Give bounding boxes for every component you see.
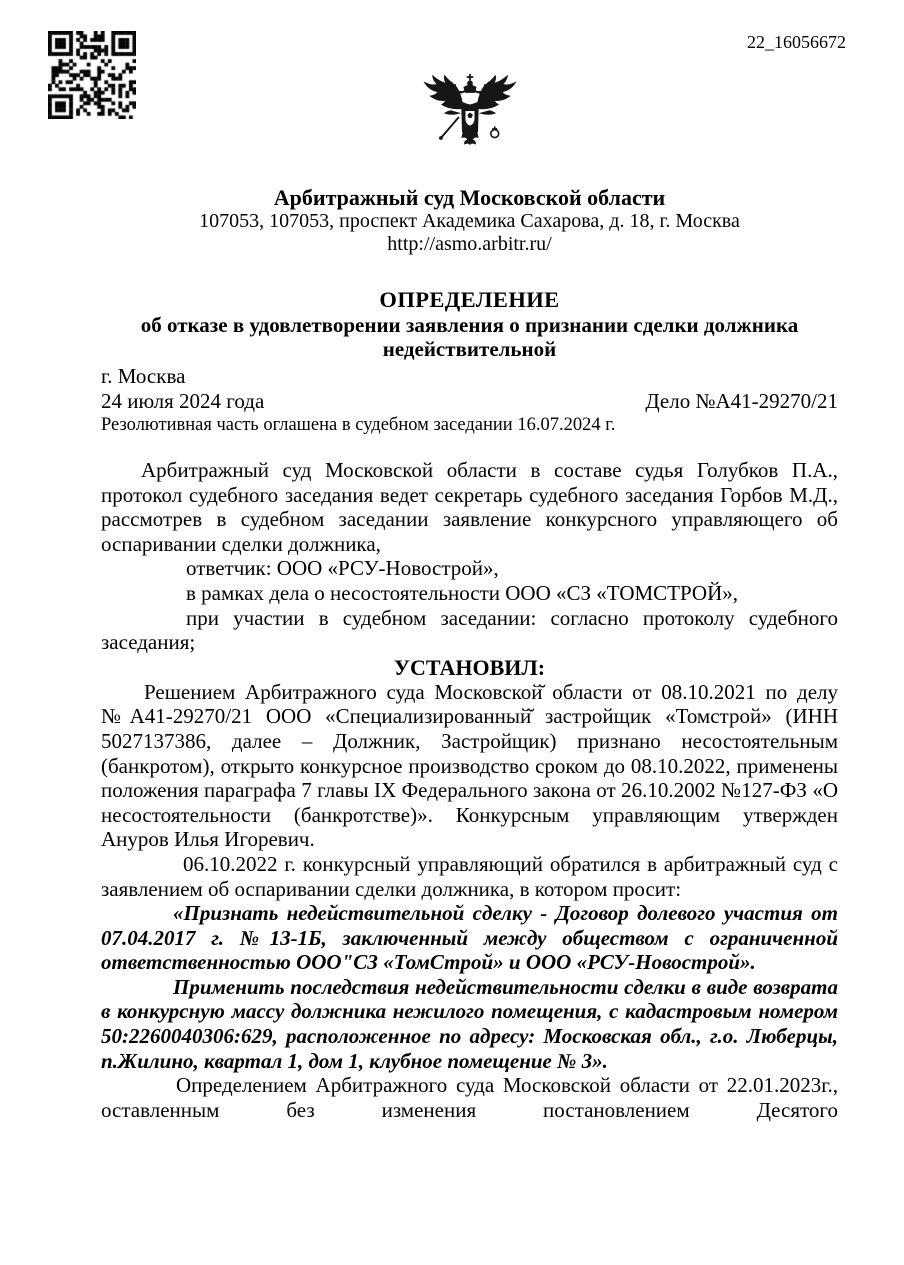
paragraph-case-context: в рамках дела о несостоятельности ООО «СЗ «ТОМСТРОЙ», <box>186 580 739 605</box>
paragraph-respondent: ответчик: ООО «РСУ-Новострой», <box>186 556 499 581</box>
qr-code <box>48 31 136 119</box>
court-name: Арбитражный суд Московской области <box>273 185 666 210</box>
resolution-note: Резолютивная часть оглашена в судебном заседании 16.07.2024 г. <box>101 415 616 435</box>
court-website: http://asmo.arbitr.ru/ <box>387 233 552 255</box>
document-body <box>101 458 838 1122</box>
court-address: 107053, 107053, проспект Академика Сахарова, д. 18, г. Москва <box>199 210 740 232</box>
paragraph-claim-quote-1: «Признать недействительной сделку - Договор долевого участия от 07.04.2017 г. №13-1Б, заключенный между обществом с ограниченной ответственностью ООО"СЗ «ТомСтрой» и ООО «РСУ-Новострой». <box>101 901 838 975</box>
section-heading-established: УСТАНОВИЛ: <box>393 654 546 680</box>
paragraph-prior-ruling: Определением Арбитражного суда Московской области от 22.01.2023г., оставленным без изменения постановлением Десятого <box>101 1073 838 1122</box>
coat-of-arms-icon <box>419 74 521 170</box>
ruling-date: 24 июля 2024 года <box>101 389 265 413</box>
paragraph-claim-quote-2: Применить последствия недействительности сделки в виде возврата в конкурсную массу должника нежилого помещения, с кадастровым номером 50:2260040306:629, расположенное по адресу: Московская обл., г.о. Люберцы, п.Жилино, квартал 1, дом 1, клубное помещение № 3». <box>101 974 838 1073</box>
paragraph-bankruptcy-decision: Решением Арбитражного суда Московской̆ области от 08.10.2021 по делу №А41-29270/21 ООО «Специализированный̆ застройщик «Томстрой» (ИНН 5027137386, далее – Должник, Застройщик) признано несостоятельным (банкротом), открыто конкурсное производство сроком до 08.10.2022, применены положения параграфа 7 главы IX Федерального закона от 26.10.2002 №127-ФЗ «О несостоятельности (банкротстве)». Конкурсным управляющим утвержден Ануров Илья Игоревич. <box>101 679 838 852</box>
ruling-city: г. Москва <box>101 364 186 388</box>
date-case-row <box>101 389 838 414</box>
ruling-heading: ОПРЕДЕЛЕНИЕ <box>379 287 560 312</box>
paragraph-court-composition: Арбитражный суд Московской области в составе судья Голубков П.А., протокол судебного заседания ведет секретарь судебного заседания Горбов М.Д., рассмотрев в судебном заседании заявление конкурсного управляющего об оспаривании сделки должника, <box>101 458 838 556</box>
paragraph-attendance: при участии в судебном заседании: согласно протоколу судебного заседания; <box>101 605 838 655</box>
paragraph-application-filed: 06.10.2022 г. конкурсный управляющий обратился в арбитражный суд с заявлением об оспаривании сделки должника, в котором просит: <box>101 851 838 901</box>
case-number: Дело №А41-29270/21 <box>645 389 838 413</box>
ruling-subheading: об отказе в удовлетворении заявления о признании сделки должника недействительной <box>140 313 799 361</box>
document-number: 22_16056672 <box>747 32 846 52</box>
